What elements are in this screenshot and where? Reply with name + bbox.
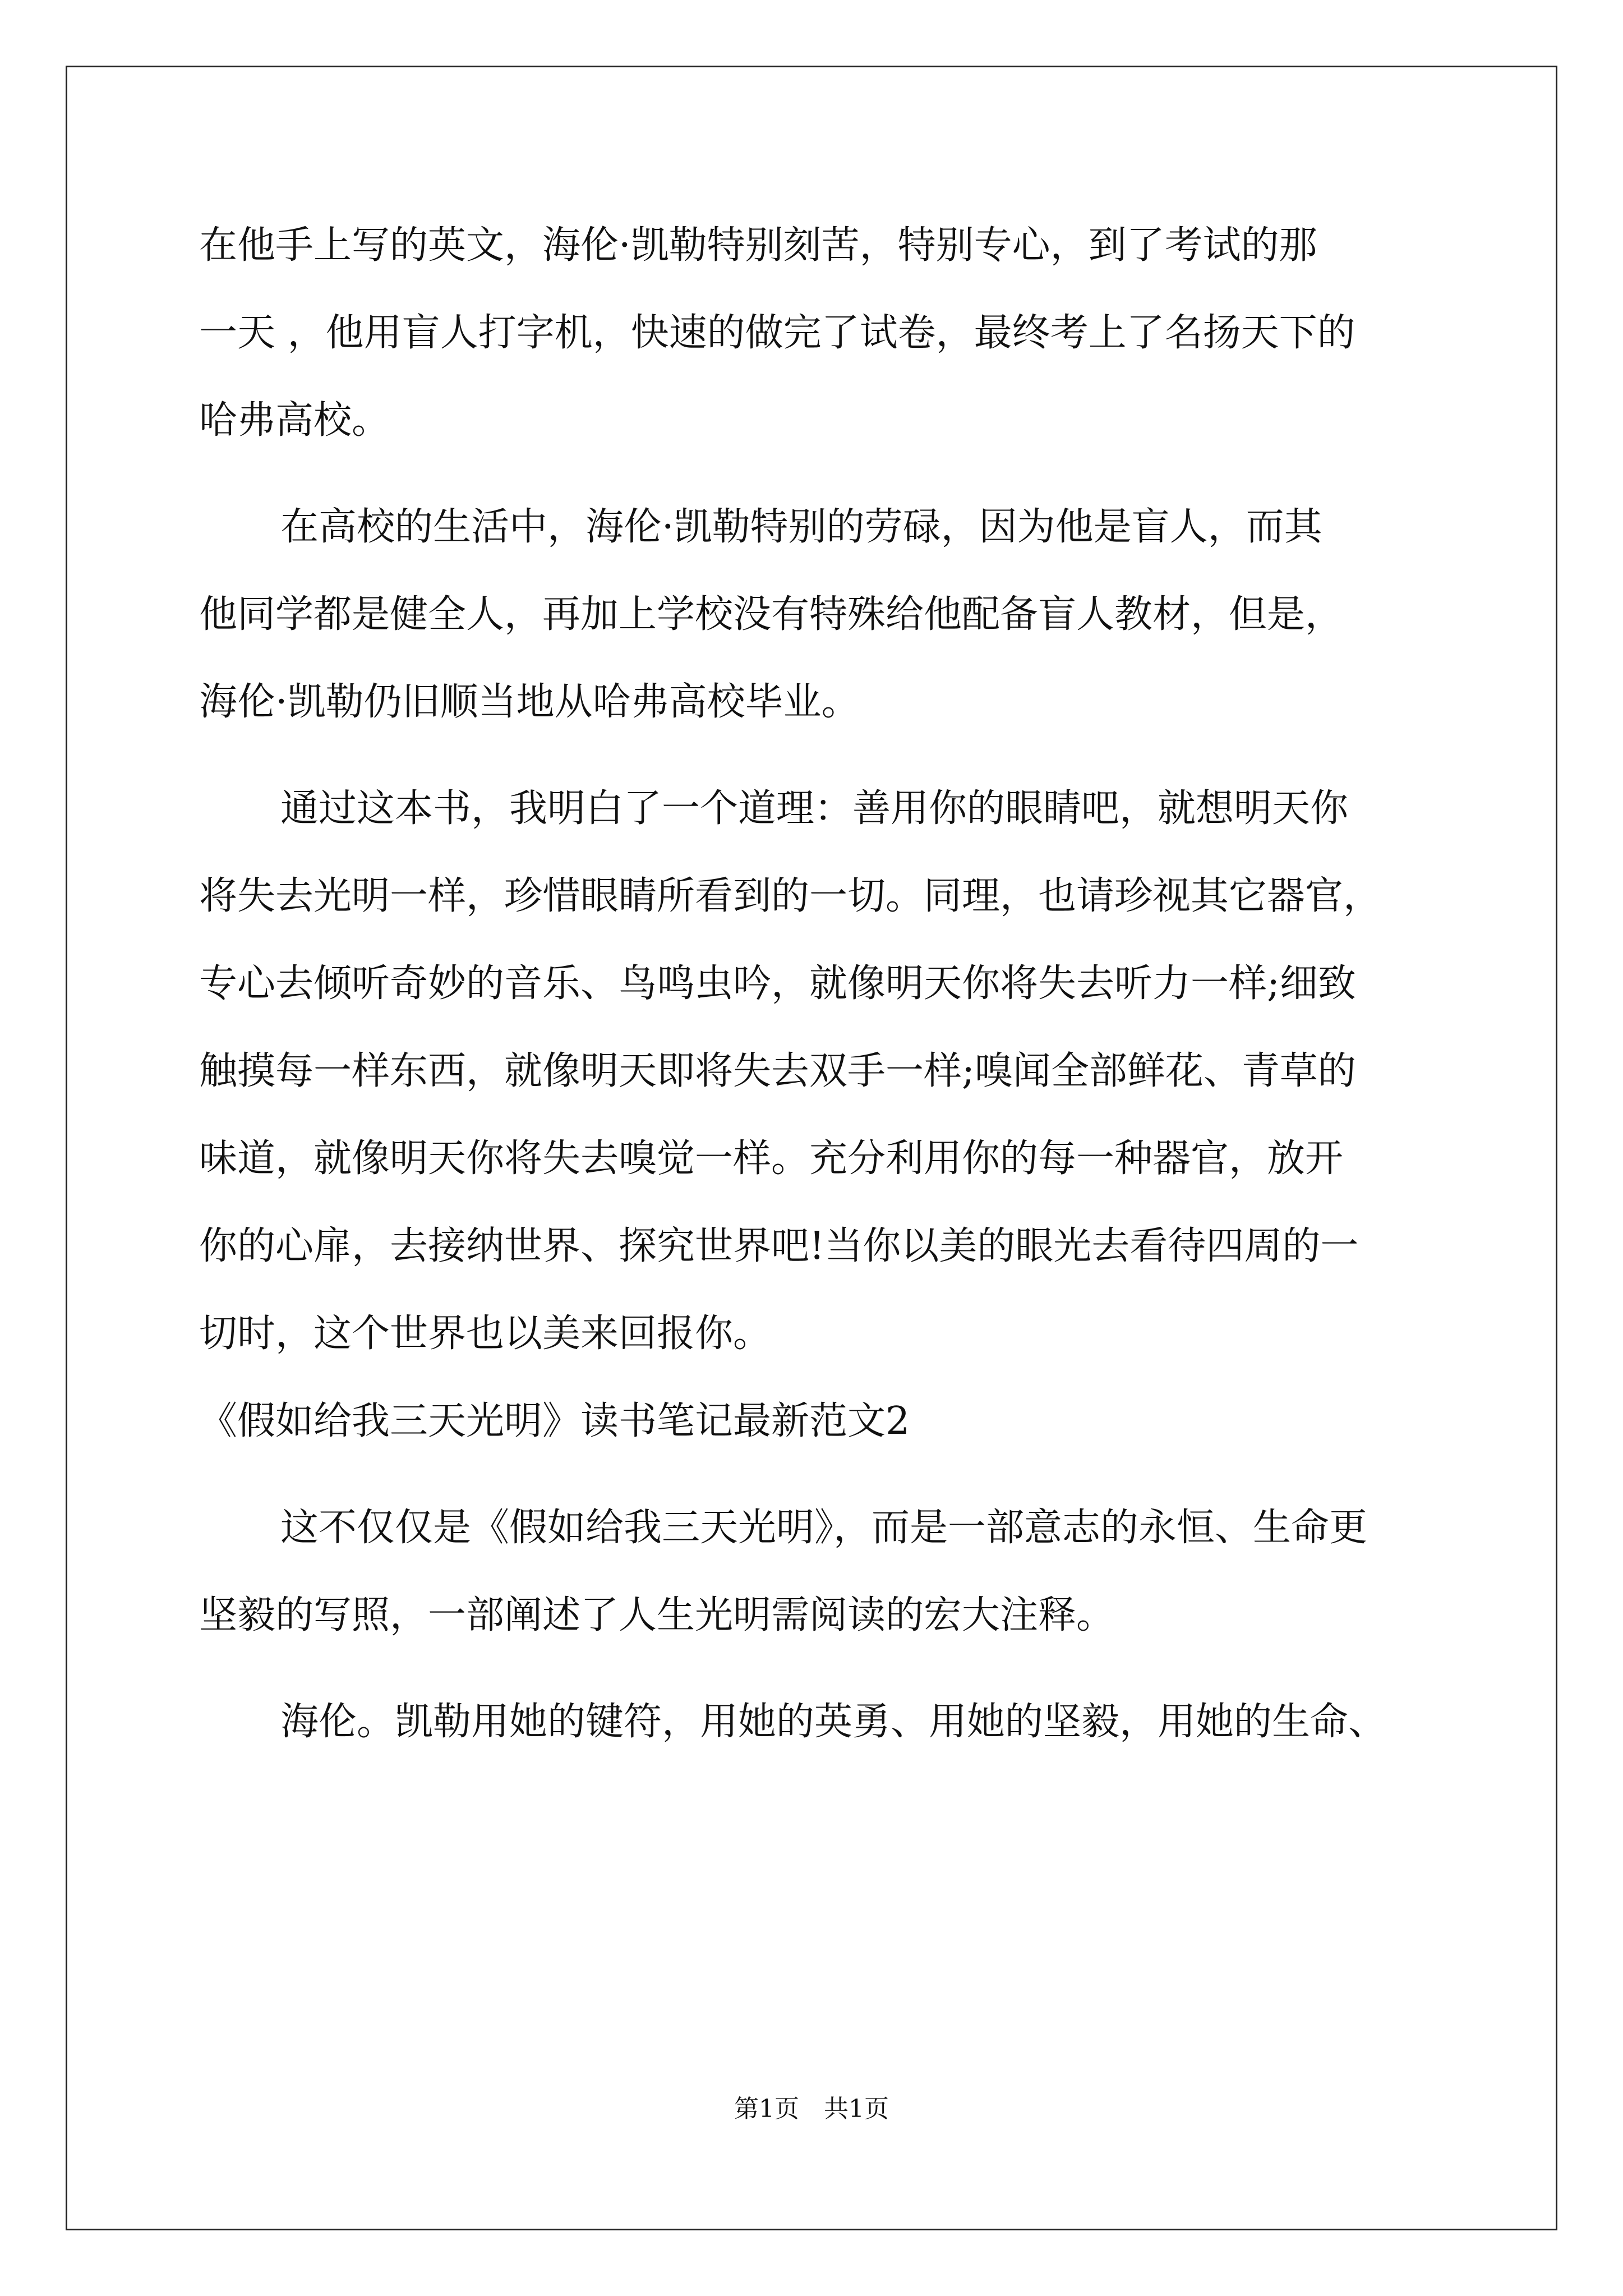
paragraph-first-line: 在高校的生活中，海伦·凯勒特别的劳碌，因为他是盲人，而其	[280, 505, 1322, 549]
page-footer: 第1页 共1页	[734, 2095, 889, 2123]
paragraph-first-line: 海伦。凯勒用她的键符，用她的英勇、用她的坚毅，用她的生命、	[280, 1700, 1387, 1744]
text-line: 哈弗高校。	[199, 398, 390, 443]
text-line: 将失去光明一样，珍惜眼睛所看到的一切。同理，也请珍视其它器官，	[199, 874, 1382, 918]
paragraph-first-line: 这不仅仅是《假如给我三天光明》，而是一部意志的永恒、生命更	[280, 1506, 1368, 1550]
section-heading: 《假如给我三天光明》读书笔记最新范文2	[199, 1399, 910, 1443]
text-line: 在他手上写的英文，海伦·凯勒特别刻苦，特别专心，到了考试的那	[199, 223, 1317, 268]
text-line: 触摸每一样东西，就像明天即将失去双手一样;嗅闻全部鲜花、青草的	[199, 1049, 1356, 1093]
text-line: 海伦·凯勒仍旧顺当地从哈弗高校毕业。	[199, 680, 860, 724]
paragraph-first-line: 通过这本书，我明白了一个道理：善用你的眼睛吧，就想明天你	[280, 786, 1349, 831]
text-line: 味道，就像明天你将失去嗅觉一样。充分利用你的每一种器官，放开	[199, 1137, 1344, 1181]
text-line: 坚毅的写照，一部阐述了人生光明需阅读的宏大注释。	[199, 1593, 1115, 1637]
text-line: 专心去倾听奇妙的音乐、鸟鸣虫吟，就像明天你将失去听力一样;细致	[199, 961, 1356, 1006]
text-line: 切时，这个世界也以美来回报你。	[199, 1312, 772, 1356]
document-body	[199, 202, 1483, 1766]
text-line: 他同学都是健全人，再加上学校没有特殊给他配备盲人教材，但是，	[199, 592, 1344, 637]
text-line: 一天 ，他用盲人打字机，快速的做完了试卷，最终考上了名扬天下的	[199, 311, 1355, 355]
text-line: 你的心扉，去接纳世界、探究世界吧!当你以美的眼光去看待四周的一	[199, 1224, 1359, 1268]
